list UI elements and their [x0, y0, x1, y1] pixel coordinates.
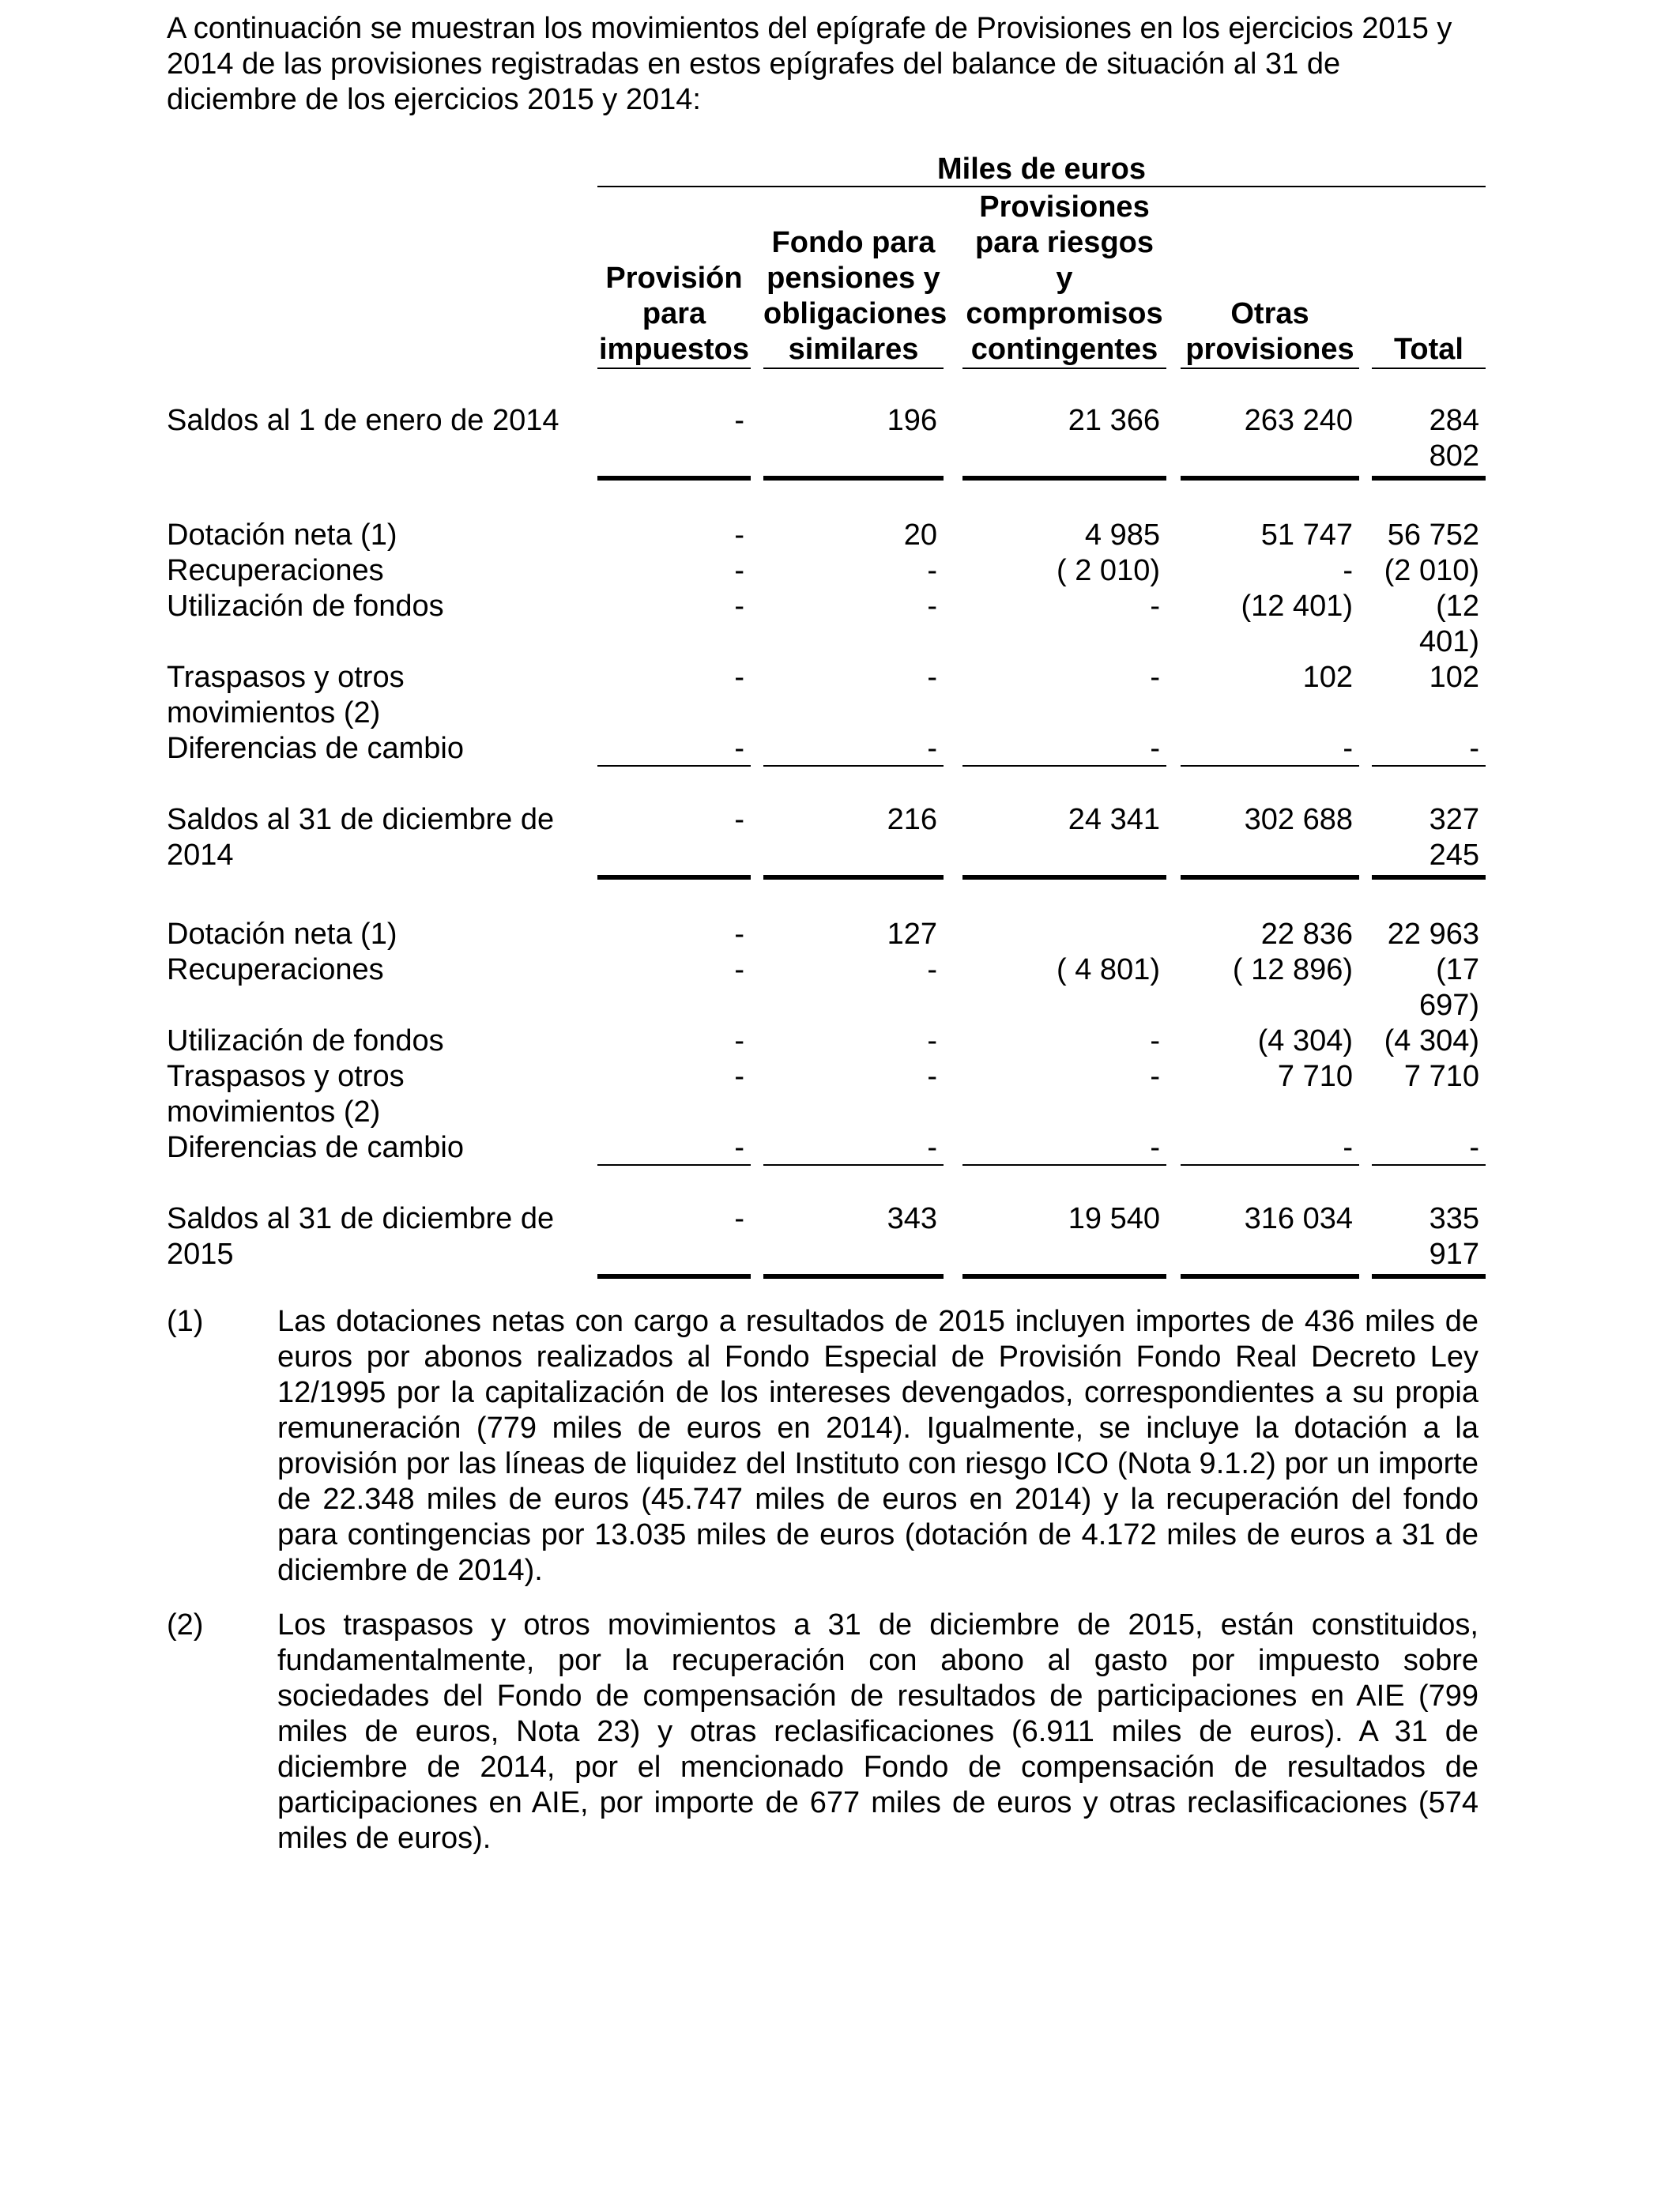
cell-impuestos: -: [734, 1060, 744, 1093]
cell-otras: 51 747: [1260, 518, 1353, 552]
column-header-riesgos: Provisiones: [979, 190, 1150, 224]
column-header-pensiones: similares: [788, 333, 919, 366]
row-label: Recuperaciones: [167, 554, 384, 587]
cell-otras: -: [1343, 1131, 1353, 1164]
row-label: movimientos (2): [167, 696, 381, 729]
cell-pensiones: 127: [887, 918, 937, 951]
cell-otras: ( 12 896): [1232, 953, 1353, 986]
balance-rule: [597, 476, 751, 481]
balance-rule: [1372, 875, 1486, 880]
balance-rule: [763, 875, 944, 880]
cell-total: 102: [1429, 661, 1479, 694]
cell-total: (2 010): [1384, 554, 1479, 587]
column-header-underline: [1181, 368, 1359, 369]
column-header-impuestos: impuestos: [598, 333, 750, 366]
column-header-riesgos: para riesgos: [975, 226, 1154, 259]
row-label: Diferencias de cambio: [167, 1131, 464, 1164]
cell-pensiones: -: [927, 732, 937, 765]
row-label: 2015: [167, 1238, 234, 1271]
cell-otras: 7 710: [1277, 1060, 1353, 1093]
cell-impuestos: -: [734, 590, 744, 623]
cell-pensiones: 343: [887, 1202, 937, 1235]
balance-rule: [763, 476, 944, 481]
cell-total: 56 752: [1387, 518, 1479, 552]
cell-riesgos: -: [1150, 590, 1160, 623]
cell-total: 697): [1418, 989, 1479, 1022]
row-label: 2014: [167, 839, 234, 872]
row-label: Utilización de fondos: [167, 590, 444, 623]
column-header-riesgos: y: [1056, 262, 1073, 295]
balance-rule: [962, 476, 1166, 481]
cell-pensiones: 196: [887, 404, 937, 437]
cell-total: -: [1469, 732, 1479, 765]
cell-impuestos: -: [734, 1024, 744, 1057]
subtotal-rule: [763, 1164, 944, 1166]
cell-impuestos: -: [734, 554, 744, 587]
balance-rule: [1181, 875, 1359, 880]
footnote-2-text: Los traspasos y otros movimientos a 31 de diciembre de 2015, están constituidos, fundamentalmente, por la recuperación con abono al gasto por impuesto sobre sociedades del Fondo de compensación de resultados de participaciones en AIE (799 miles de euros, Nota 23) y otras reclasificaciones (6.911 miles de euros). A 31 de diciembre de 2014, por el mencionado Fondo de compensación de resultados de participaciones en AIE, por importe de 677 miles de euros y otras reclasificaciones (574 miles de euros).: [277, 1608, 1478, 1855]
footnote-1-marker: (1): [167, 1305, 204, 1338]
column-header-pensiones: pensiones y: [767, 262, 940, 295]
column-header-riesgos: compromisos: [966, 297, 1163, 330]
column-header-underline: [962, 368, 1166, 369]
column-header-impuestos: para: [642, 297, 706, 330]
cell-pensiones: 216: [887, 803, 937, 836]
cell-total: 802: [1429, 439, 1479, 473]
row-label: Saldos al 31 de diciembre de: [167, 803, 555, 836]
column-header-underline: [763, 368, 944, 369]
cell-otras: 22 836: [1260, 918, 1353, 951]
cell-pensiones: -: [927, 953, 937, 986]
cell-total: (17: [1436, 953, 1479, 986]
cell-otras: (4 304): [1257, 1024, 1353, 1057]
unit-header: Miles de euros: [937, 153, 1146, 186]
cell-riesgos: -: [1150, 732, 1160, 765]
column-header-riesgos: contingentes: [970, 333, 1158, 366]
column-header-otras: provisiones: [1185, 333, 1354, 366]
balance-rule: [962, 1274, 1166, 1279]
row-label: Saldos al 31 de diciembre de: [167, 1202, 555, 1235]
cell-otras: 263 240: [1244, 404, 1353, 437]
cell-otras: -: [1343, 732, 1353, 765]
subtotal-rule: [597, 1164, 751, 1166]
cell-pensiones: -: [927, 1024, 937, 1057]
balance-rule: [1372, 476, 1486, 481]
intro-paragraph: A continuación se muestran los movimientos del epígrafe de Provisiones en los ejercicios 2015 y 2014 de las provisiones registradas en estos epígrafes del balance de situación al 31 de diciembre de los ejercicios 2015 y 2014:: [167, 12, 1452, 116]
footnote-1-text: Las dotaciones netas con cargo a resultados de 2015 incluyen importes de 436 miles de euros por abonos realizados al Fondo Especial de Provisión Fondo Real Decreto Ley 12/1995 por la capitalización de los intereses devengados, correspondientes a su propia remuneración (779 miles de euros en 2014). Igualmente, se incluye la dotación a la provisión por las líneas de liquidez del Instituto con riesgo ICO (Nota 9.1.2) por un importe de 22.348 miles de euros (45.747 miles de euros en 2014) y la recuperación del fondo para contingencias por 13.035 miles de euros (dotación de 4.172 miles de euros a 31 de diciembre de 2014).: [277, 1305, 1478, 1587]
cell-riesgos: 21 366: [1068, 404, 1160, 437]
subtotal-rule: [962, 765, 1166, 767]
balance-rule: [962, 875, 1166, 880]
cell-impuestos: -: [734, 404, 744, 437]
cell-impuestos: -: [734, 803, 744, 836]
balance-rule: [1181, 476, 1359, 481]
cell-total: 245: [1429, 839, 1479, 872]
balance-rule: [597, 1274, 751, 1279]
row-label: Saldos al 1 de enero de 2014: [167, 404, 559, 437]
cell-riesgos: ( 2 010): [1057, 554, 1160, 587]
column-header-underline: [597, 368, 751, 369]
subtotal-rule: [597, 765, 751, 767]
column-header-otras: Otras: [1230, 297, 1309, 330]
cell-riesgos: -: [1150, 1024, 1160, 1057]
cell-pensiones: 20: [903, 518, 937, 552]
cell-total: 7 710: [1403, 1060, 1479, 1093]
subtotal-rule: [763, 765, 944, 767]
row-label: Dotación neta (1): [167, 518, 397, 552]
cell-pensiones: -: [927, 661, 937, 694]
cell-total: 401): [1418, 625, 1479, 658]
subtotal-rule: [1181, 765, 1359, 767]
footnote-1: [167, 1304, 1478, 1589]
cell-total: 284: [1429, 404, 1479, 437]
column-header-total: Total: [1394, 333, 1463, 366]
subtotal-rule: [1372, 765, 1486, 767]
cell-otras: (12 401): [1241, 590, 1353, 623]
subtotal-rule: [962, 1164, 1166, 1166]
cell-pensiones: -: [927, 1131, 937, 1164]
footnote-2-marker: (2): [167, 1608, 204, 1642]
cell-total: (12: [1436, 590, 1479, 623]
cell-pensiones: -: [927, 590, 937, 623]
cell-riesgos: ( 4 801): [1057, 953, 1160, 986]
cell-otras: 302 688: [1244, 803, 1353, 836]
cell-riesgos: -: [1150, 1060, 1160, 1093]
balance-rule: [1372, 1274, 1486, 1279]
cell-pensiones: -: [927, 554, 937, 587]
row-label: Traspasos y otros: [167, 661, 405, 694]
balance-rule: [763, 1274, 944, 1279]
subtotal-rule: [1372, 1164, 1486, 1166]
cell-otras: 316 034: [1244, 1202, 1353, 1235]
cell-total: (4 304): [1384, 1024, 1479, 1057]
cell-riesgos: 24 341: [1068, 803, 1160, 836]
cell-total: 327: [1429, 803, 1479, 836]
cell-total: 335: [1429, 1202, 1479, 1235]
cell-impuestos: -: [734, 953, 744, 986]
column-header-impuestos: Provisión: [605, 262, 743, 295]
cell-riesgos: -: [1150, 1131, 1160, 1164]
cell-otras: 102: [1302, 661, 1353, 694]
cell-total: 22 963: [1387, 918, 1479, 951]
cell-impuestos: -: [734, 918, 744, 951]
unit-header-underline: [597, 186, 1486, 187]
cell-impuestos: -: [734, 1202, 744, 1235]
row-label: movimientos (2): [167, 1095, 381, 1129]
cell-impuestos: -: [734, 661, 744, 694]
column-header-pensiones: obligaciones: [763, 297, 947, 330]
cell-impuestos: -: [734, 1131, 744, 1164]
row-label: Recuperaciones: [167, 953, 384, 986]
cell-total: -: [1469, 1131, 1479, 1164]
subtotal-rule: [1181, 1164, 1359, 1166]
row-label: Traspasos y otros: [167, 1060, 405, 1093]
cell-total: 917: [1429, 1238, 1479, 1271]
column-header-pensiones: Fondo para: [771, 226, 936, 259]
footnote-2: [167, 1608, 1478, 1860]
cell-otras: -: [1343, 554, 1353, 587]
cell-riesgos: 19 540: [1068, 1202, 1160, 1235]
balance-rule: [1181, 1274, 1359, 1279]
cell-impuestos: -: [734, 518, 744, 552]
cell-pensiones: -: [927, 1060, 937, 1093]
cell-impuestos: -: [734, 732, 744, 765]
row-label: Dotación neta (1): [167, 918, 397, 951]
column-header-underline: [1372, 368, 1486, 369]
balance-rule: [597, 875, 751, 880]
row-label: Diferencias de cambio: [167, 732, 464, 765]
cell-riesgos: -: [1150, 661, 1160, 694]
row-label: Utilización de fondos: [167, 1024, 444, 1057]
cell-riesgos: 4 985: [1084, 518, 1160, 552]
